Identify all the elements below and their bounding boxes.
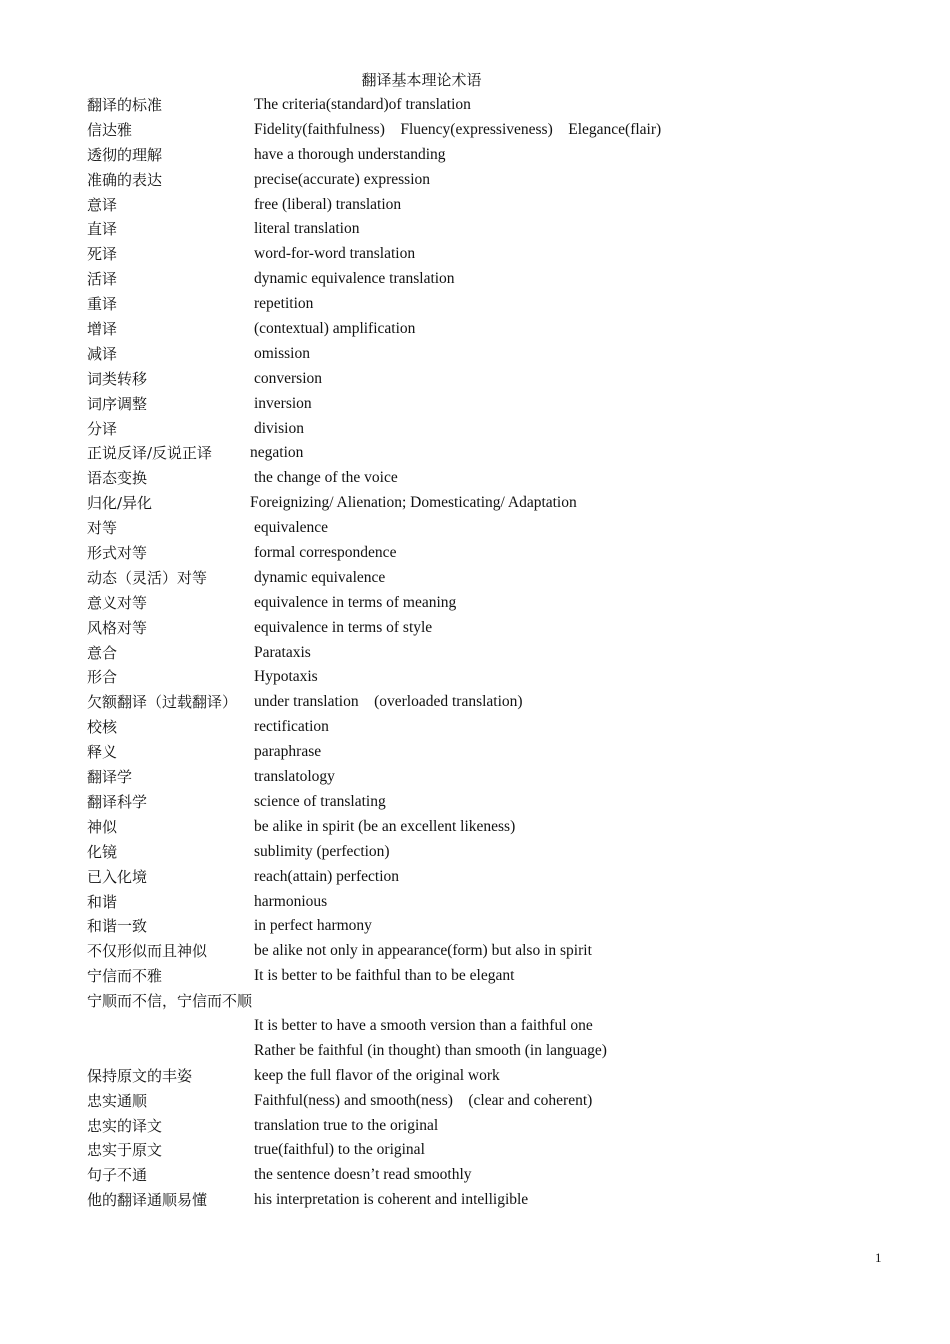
term-english: division [254,419,304,437]
term-row [87,393,867,418]
term-row [87,218,867,243]
term-english: rectification [254,718,329,736]
term-english: under translation (overloaded translation) [254,693,523,711]
term-row [87,1189,867,1214]
term-chinese: 形合 [87,668,118,687]
term-row [87,841,867,866]
term-english: reach(attain) perfection [254,867,400,885]
term-english: formal correspondence [254,544,397,562]
term-row [87,368,867,393]
term-chinese: 保持原文的丰姿 [87,1066,193,1085]
term-chinese: 意译 [87,195,118,214]
term-row [87,741,867,766]
term-chinese: 忠实通顺 [87,1091,148,1110]
term-english: translation true to the original [254,1116,439,1134]
term-row [87,691,867,716]
term-english: keep the full flavor of the original work [254,1066,500,1084]
term-chinese: 忠实于原文 [87,1141,163,1160]
term-row [87,642,867,667]
term-chinese: 正说反译/反说正译 [87,444,213,463]
term-english: the change of the voice [254,469,398,487]
term-english: free (liberal) translation [254,195,402,213]
term-row [87,592,867,617]
term-english: Foreignizing/ Alienation; Domesticating/ Adaptation [250,494,577,512]
term-english: in perfect harmony [254,917,372,935]
term-chinese: 重译 [87,295,118,314]
term-chinese: 欠额翻译（过载翻译） [87,693,238,712]
term-row [87,542,867,567]
term-english: literal translation [254,220,360,238]
term-chinese: 对等 [87,519,118,538]
term-row [87,965,867,990]
term-english: repetition [254,295,314,313]
term-english: his interpretation is coherent and intelligible [254,1191,529,1209]
term-chinese: 透彻的理解 [87,145,163,164]
term-row [87,617,867,642]
term-english: true(faithful) to the original [254,1141,425,1159]
term-chinese: 形式对等 [87,544,148,563]
term-chinese: 化镜 [87,842,118,861]
term-english: equivalence [254,519,329,537]
term-chinese: 翻译的标准 [87,96,163,114]
term-chinese: 风格对等 [87,618,148,637]
term-row [87,318,867,343]
term-row [87,293,867,318]
term-row [87,268,867,293]
term-chinese: 意义对等 [87,593,148,612]
term-chinese: 和谐 [87,892,118,911]
term-english: be alike not only in appearance(form) but also in spirit [254,942,592,960]
term-chinese: 词类转移 [87,369,148,388]
term-english: word-for-word translation [254,245,416,263]
term-row [87,517,867,542]
term-english: precise(accurate) expression [254,170,430,188]
term-row [87,492,867,517]
term-english: (contextual) amplification [254,320,416,338]
term-row [87,1040,867,1065]
term-english: inversion [254,394,312,412]
term-row [87,243,867,268]
term-row [87,1090,867,1115]
term-chinese: 和谐一致 [87,917,148,936]
term-row [87,94,867,119]
term-chinese: 释义 [87,743,118,762]
term-english: sublimity (perfection) [254,842,390,860]
term-row [87,816,867,841]
term-row [87,1139,867,1164]
term-chinese: 活译 [87,270,118,289]
term-row [87,891,867,916]
term-chinese: 词序调整 [87,394,148,413]
term-row [87,1015,867,1040]
term-english: The criteria(standard)of translation [254,96,471,113]
term-chinese: 已入化境 [87,867,148,886]
term-chinese: 不仅形似而且神似 [87,942,208,961]
term-row [87,567,867,592]
term-english: Hypotaxis [254,668,318,686]
term-chinese: 翻译学 [87,768,133,787]
term-chinese: 信达雅 [87,120,133,139]
term-chinese: 直译 [87,220,118,239]
term-english: dynamic equivalence translation [254,270,455,288]
term-chinese: 句子不通 [87,1166,148,1185]
term-english: It is better to have a smooth version than a faithful one [254,1016,593,1034]
term-row [87,144,867,169]
term-chinese: 死译 [87,245,118,264]
term-english: be alike in spirit (be an excellent likeness) [254,817,516,835]
term-list [87,94,867,1214]
term-english: Fidelity(faithfulness) Fluency(expressiveness) Elegance(flair) [254,120,662,138]
term-chinese: 意合 [87,643,118,662]
term-row [87,119,867,144]
term-chinese: 准确的表达 [87,170,163,189]
term-row [87,467,867,492]
term-english: equivalence in terms of meaning [254,593,457,611]
term-english: harmonious [254,892,328,910]
term-english: omission [254,344,310,362]
term-chinese: 动态（灵活）对等 [87,568,208,587]
term-chinese: 他的翻译通顺易懂 [87,1191,208,1210]
term-english: equivalence in terms of style [254,618,433,636]
term-row [87,791,867,816]
term-row [87,343,867,368]
term-row [87,915,867,940]
term-english: dynamic equivalence [254,568,386,586]
term-row [87,716,867,741]
term-row [87,766,867,791]
term-chinese: 宁顺而不信，宁信而不顺 [87,992,253,1011]
term-row [87,418,867,443]
term-row [87,1115,867,1140]
term-chinese: 校核 [87,718,118,737]
term-row [87,1164,867,1189]
term-row [87,1065,867,1090]
term-english: It is better to be faithful than to be elegant [254,967,515,985]
term-english: paraphrase [254,743,322,761]
term-english: the sentence doesn’t read smoothly [254,1166,472,1184]
term-english: Faithful(ness) and smooth(ness) (clear and coherent) [254,1091,593,1109]
term-row [87,990,867,1015]
page-number: 1 [875,1250,882,1265]
term-row [87,866,867,891]
term-chinese: 分译 [87,419,118,438]
term-row [87,194,867,219]
term-english: conversion [254,369,323,387]
term-chinese: 语态变换 [87,469,148,488]
term-english: Parataxis [254,643,311,661]
term-chinese: 增译 [87,320,118,339]
term-chinese: 归化/异化 [87,494,153,513]
term-row [87,666,867,691]
term-row [87,169,867,194]
page-title: 翻译基本理论术语 [361,71,482,89]
term-chinese: 宁信而不雅 [87,967,163,986]
term-english: Rather be faithful (in thought) than smooth (in language) [254,1041,607,1059]
term-english: negation [250,444,304,462]
term-chinese: 减译 [87,344,118,363]
term-row [87,940,867,965]
term-chinese: 神似 [87,817,118,836]
term-row [87,442,867,467]
term-chinese: 翻译科学 [87,792,148,811]
term-english: have a thorough understanding [254,145,446,163]
term-chinese: 忠实的译文 [87,1116,163,1135]
term-english: science of translating [254,792,386,810]
term-english: translatology [254,768,335,786]
